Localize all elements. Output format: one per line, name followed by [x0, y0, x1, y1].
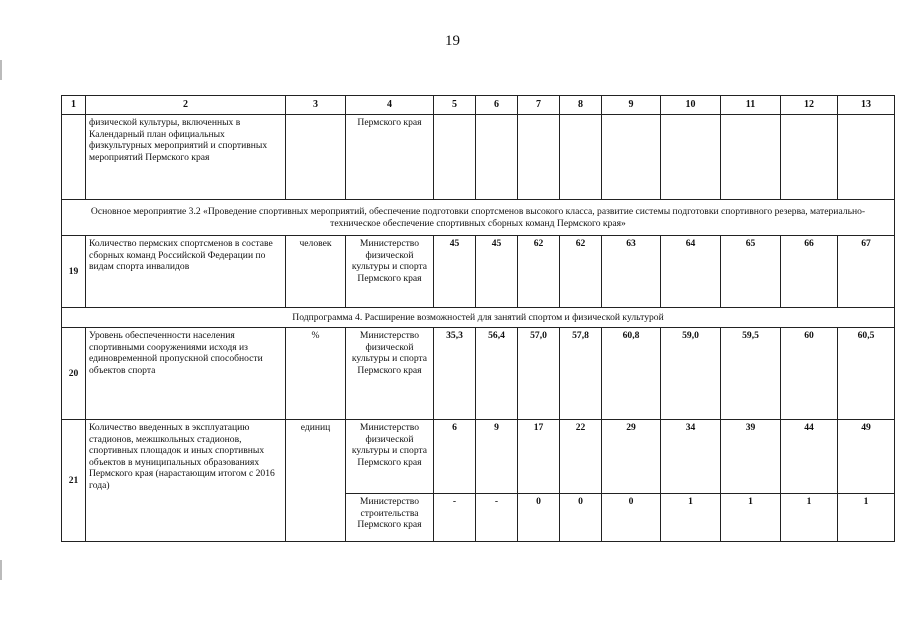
value-cell: -: [476, 494, 518, 542]
unit: человек: [286, 236, 346, 308]
col-header: 11: [721, 96, 781, 115]
value-cell: 59,0: [661, 328, 721, 420]
value-cell: 49: [838, 420, 895, 494]
responsible: Министерство физической культуры и спорта Пермского края: [346, 328, 434, 420]
section-row: [62, 200, 895, 236]
value-cell: 34: [661, 420, 721, 494]
value-cell: 56,4: [476, 328, 518, 420]
value-cell: 6: [434, 420, 476, 494]
responsible: Министерство физической культуры и спорта Пермского края: [346, 420, 434, 494]
value-cell: 0: [518, 494, 560, 542]
col-header: 6: [476, 96, 518, 115]
col-header: 8: [560, 96, 602, 115]
table-row: [62, 115, 895, 200]
value-cell: 44: [781, 420, 838, 494]
section-heading: Основное мероприятие 3.2 «Проведение спортивных мероприятий, обеспечение подготовки спортсменов высокого класса, развитие системы подготовки спортивного резерва, материально-техническое обеспечение спортивных сборных команд Пермского края»: [62, 200, 895, 236]
col-header: 3: [286, 96, 346, 115]
indicator-name: Уровень обеспеченности населения спортивными сооружениями исходя из единовременной пропускной способности объектов спорта: [86, 328, 286, 420]
value-cell: 45: [476, 236, 518, 308]
unit: единиц: [286, 420, 346, 542]
unit: %: [286, 328, 346, 420]
value-cell: [518, 115, 560, 200]
value-cell: 59,5: [721, 328, 781, 420]
value-cell: [781, 115, 838, 200]
responsible: Министерство строительства Пермского края: [346, 494, 434, 542]
value-cell: 29: [602, 420, 661, 494]
value-cell: 57,8: [560, 328, 602, 420]
value-cell: 60,5: [838, 328, 895, 420]
scan-edge-mark: [0, 60, 2, 80]
indicator-name: Количество введенных в эксплуатацию стадионов, межшкольных стадионов, спортивных площадок и иных спортивных объектов в муниципальных образованиях Пермского края (нарастающим итогом с 2016 года): [86, 420, 286, 542]
value-cell: 65: [721, 236, 781, 308]
page-number: 19: [445, 33, 460, 49]
value-cell: 66: [781, 236, 838, 308]
row-number: [62, 115, 86, 200]
indicators-table: [61, 95, 895, 542]
col-header: 9: [602, 96, 661, 115]
indicator-name: Количество пермских спортсменов в составе сборных команд Российской Федерации по видам спорта инвалидов: [86, 236, 286, 308]
value-cell: 9: [476, 420, 518, 494]
value-cell: 60,8: [602, 328, 661, 420]
table-row: [62, 420, 895, 494]
value-cell: -: [434, 494, 476, 542]
value-cell: 45: [434, 236, 476, 308]
value-cell: [476, 115, 518, 200]
col-header: 4: [346, 96, 434, 115]
value-cell: [602, 115, 661, 200]
value-cell: 22: [560, 420, 602, 494]
value-cell: 57,0: [518, 328, 560, 420]
col-header: 1: [62, 96, 86, 115]
subprogram-heading: Подпрограмма 4. Расширение возможностей для занятий спортом и физической культурой: [62, 308, 895, 328]
value-cell: 67: [838, 236, 895, 308]
row-number: 20: [62, 328, 86, 420]
value-cell: 64: [661, 236, 721, 308]
value-cell: 60: [781, 328, 838, 420]
responsible: Министерство физической культуры и спорта Пермского края: [346, 236, 434, 308]
responsible: Пермского края: [346, 115, 434, 200]
col-header: 12: [781, 96, 838, 115]
value-cell: 1: [838, 494, 895, 542]
value-cell: 63: [602, 236, 661, 308]
value-cell: 0: [602, 494, 661, 542]
value-cell: 17: [518, 420, 560, 494]
value-cell: [721, 115, 781, 200]
value-cell: 1: [661, 494, 721, 542]
value-cell: [434, 115, 476, 200]
value-cell: 39: [721, 420, 781, 494]
header-row: [62, 96, 895, 115]
col-header: 2: [86, 96, 286, 115]
value-cell: [560, 115, 602, 200]
col-header: 13: [838, 96, 895, 115]
value-cell: 1: [781, 494, 838, 542]
unit: [286, 115, 346, 200]
value-cell: [838, 115, 895, 200]
table-row: [62, 328, 895, 420]
row-number: 19: [62, 236, 86, 308]
value-cell: 62: [560, 236, 602, 308]
col-header: 5: [434, 96, 476, 115]
col-header: 10: [661, 96, 721, 115]
value-cell: [661, 115, 721, 200]
scan-edge-mark: [0, 560, 2, 580]
row-number: 21: [62, 420, 86, 542]
table-row: [62, 236, 895, 308]
value-cell: 0: [560, 494, 602, 542]
value-cell: 62: [518, 236, 560, 308]
col-header: 7: [518, 96, 560, 115]
indicator-name: физической культуры, включенных в Календарный план официальных физкультурных мероприятий и спортивных мероприятий Пермского края: [86, 115, 286, 200]
section-row: [62, 308, 895, 328]
value-cell: 35,3: [434, 328, 476, 420]
value-cell: 1: [721, 494, 781, 542]
